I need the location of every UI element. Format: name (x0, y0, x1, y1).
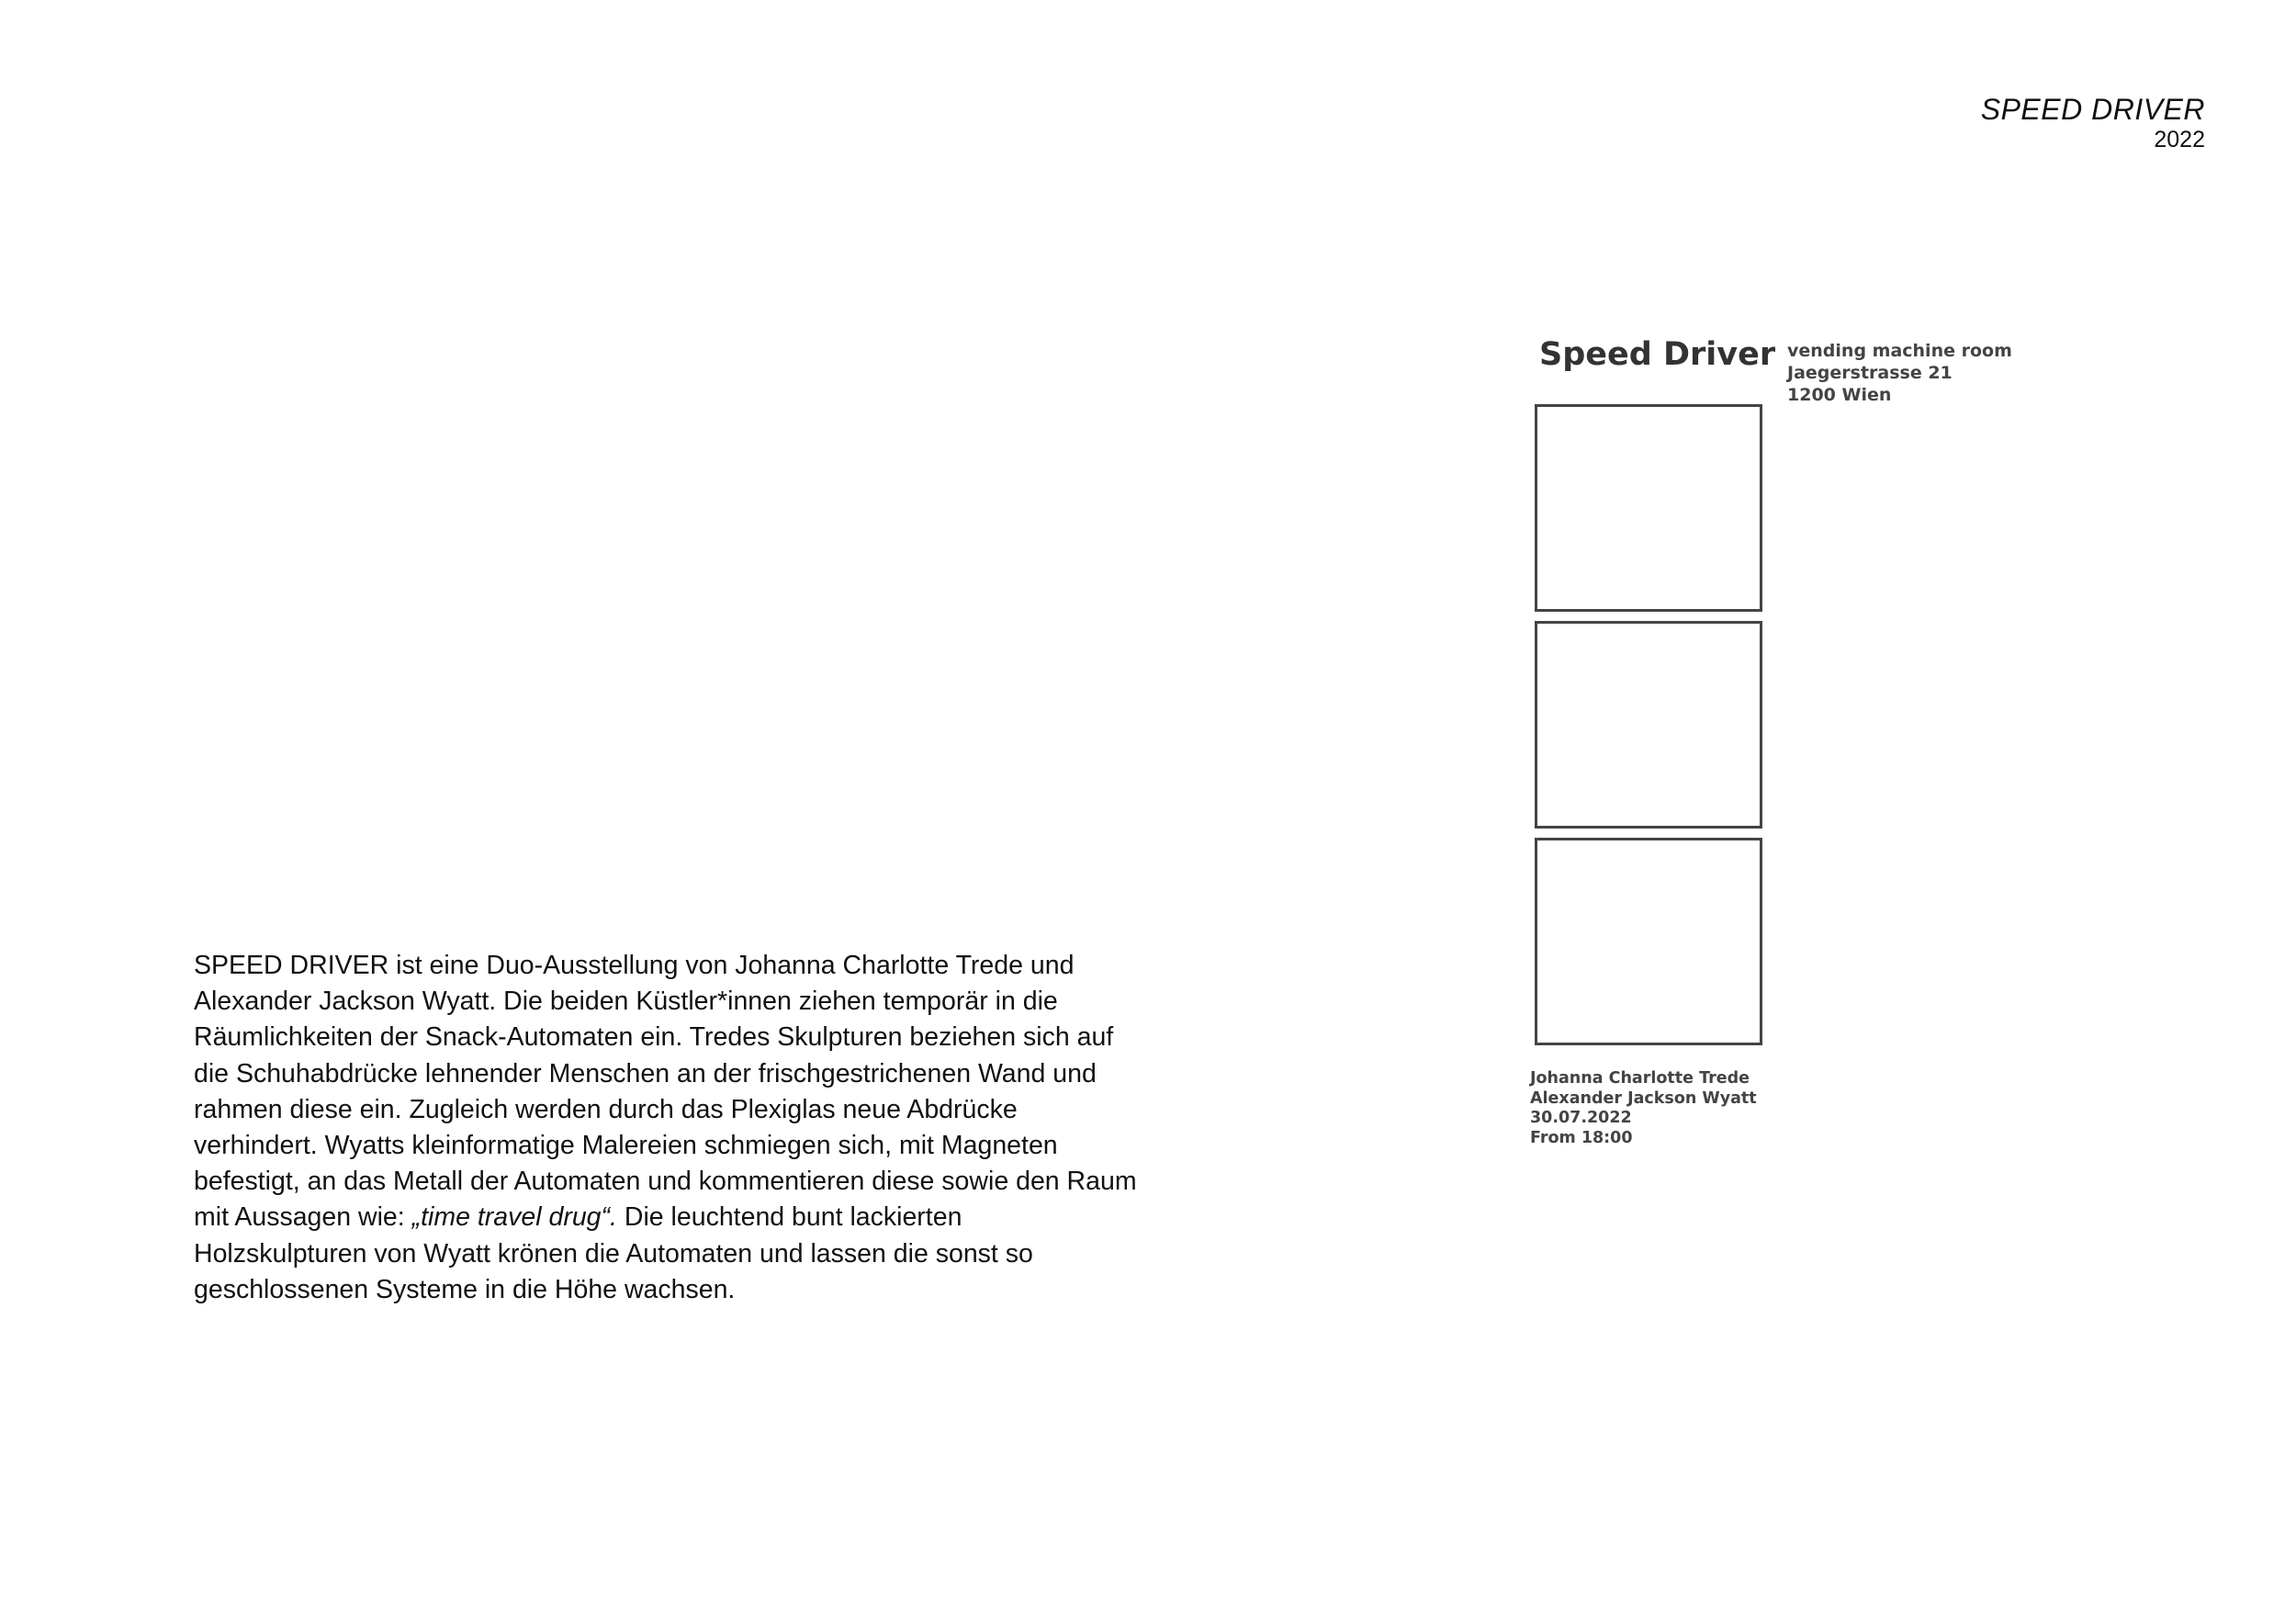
poster-date: 30.07.2022 (1530, 1109, 1632, 1127)
poster-venue-name: vending machine room (1787, 341, 2012, 361)
poster-artist-1: Johanna Charlotte Trede (1530, 1069, 1750, 1088)
poster-frame-top (1535, 404, 1762, 612)
exhibition-description (194, 948, 1140, 1308)
poster-venue-city: 1200 Wien (1787, 385, 1892, 405)
exhibition-poster (1495, 323, 2039, 1176)
description-quote: „time travel drug“. (411, 1202, 617, 1233)
poster-time: From 18:00 (1530, 1128, 1633, 1147)
poster-credits (1530, 1069, 1757, 1148)
description-text-start: SPEED DRIVER ist eine Duo-Ausstellung von Johanna Charlotte Trede und Alexander Jackson Wyatt. Die beiden Küstler*innen ziehen temporär in die Räumlichkeiten der Snack-Automaten ein. Tredes Skulpturen beziehen sich auf die Schuhabdrücke lehnender Menschen an der frischgestrichenen Wand und rahmen diese ein. Zugleich werden durch das Plexiglas neue Abdrücke verhindert. Wyatts kleinformatige Malereien schmiegen sich, mit Magneten befestigt, an das Metall der Automaten und kommentieren diese sowie den Raum mit Aussagen wie: (194, 951, 1137, 1233)
poster-artist-2: Alexander Jackson Wyatt (1530, 1088, 1757, 1108)
page-title: SPEED DRIVER (1980, 93, 2205, 126)
page-year: 2022 (2154, 127, 2205, 152)
poster-frame-middle (1535, 621, 1762, 829)
poster-title: Speed Driver (1539, 336, 1776, 373)
description-text-end: Die leuchtend bunt lackierten Holzskulpturen von Wyatt krönen die Automaten und lassen die sonst so geschlossenen Systeme in die Höhe wachsen. (194, 1202, 1033, 1304)
poster-venue (1787, 340, 2012, 406)
page-header (1981, 92, 2205, 152)
poster-venue-street: Jaegerstrasse 21 (1787, 363, 1953, 383)
poster-frame-bottom (1535, 838, 1762, 1045)
